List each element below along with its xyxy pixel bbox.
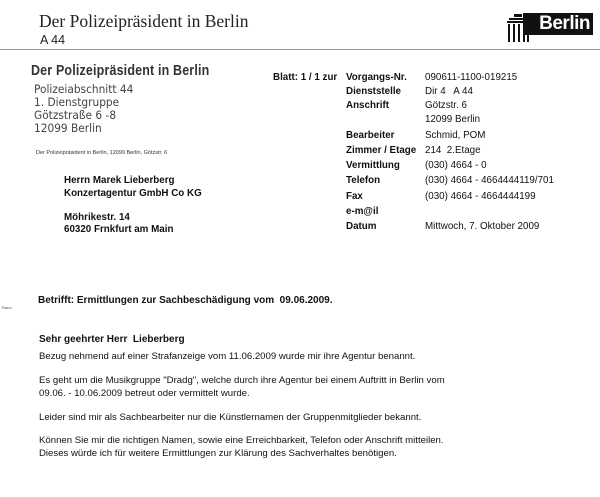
vorgang-value: 090611-1100-019215 [425, 72, 518, 83]
sheet-number: Blatt: 1 / 1 zur [273, 72, 338, 83]
body-paragraph: Leider sind mir als Sachbearbeiter nur die Künstlernamen der Gruppenmitglieder bekannt. [39, 412, 422, 423]
body-paragraph: Dieses würde ich für weitere Ermittlungen zur Klärung des Sachverhaltes benötigen. [39, 448, 397, 459]
body-paragraph: Es geht um die Musikgruppe "Dradg", welche durch ihre Agentur bei einem Auftritt in Berlin vom [39, 375, 445, 386]
betreff-line: Betrifft: Ermittlungen zur Sachbeschädigung vom 09.06.2009. [38, 295, 333, 306]
header-subtitle: A 44 [40, 33, 66, 47]
dienststelle-label: Dienststelle [346, 86, 401, 97]
logo-text: Berlin [523, 13, 593, 35]
fax-value: (030) 4664 - 4664444199 [425, 191, 536, 202]
recipient-line: Möhrikestr. 14 [64, 212, 130, 223]
sender-line: 1. Dienstgruppe [34, 95, 120, 109]
telefon-value: (030) 4664 - 4664444119/701 [425, 175, 554, 186]
datum-label: Datum [346, 221, 377, 232]
telefon-label: Telefon [346, 175, 381, 186]
recipient-line: Herrn Marek Lieberberg [64, 175, 175, 186]
anschrift-line: Götzstr. 6 [425, 100, 467, 111]
vermittlung-value: (030) 4664 - 0 [425, 160, 487, 171]
vorgang-label: Vorgangs-Nr. [346, 72, 407, 83]
return-address-line: Der Polizeipräsident in Berlin, 12099 Berlin, Götzstr. 6 [36, 150, 168, 156]
dienststelle-value: Dir 4 A 44 [425, 86, 473, 97]
body-paragraph: Bezug nehmend auf einer Strafanzeige vom 11.06.2009 wurde mir ihre Agentur benannt. [39, 351, 416, 362]
sender-stamp: Der Polizeipräsident in Berlin [31, 63, 210, 79]
fax-label: Fax [346, 191, 363, 202]
body-paragraph: 09.06. - 10.06.2009 betreut oder vermittelt wurde. [39, 388, 250, 399]
sender-line: Götzstraße 6 -8 [34, 108, 117, 122]
datum-value: Mittwoch, 7. Oktober 2009 [425, 221, 540, 232]
sender-line: 12099 Berlin [34, 121, 102, 135]
header-title: Der Polizeipräsident in Berlin [39, 11, 249, 31]
recipient-line: Konzertagentur GmbH Co KG [64, 188, 202, 199]
margin-mark: Rand [2, 305, 12, 310]
vermittlung-label: Vermittlung [346, 160, 400, 171]
email-label: e-m@il [346, 206, 379, 217]
body-paragraph: Können Sie mir die richtigen Namen, sowie eine Erreichbarkeit, Telefon oder Anschrift mitteilen. [39, 435, 444, 446]
bearbeiter-label: Bearbeiter [346, 130, 395, 141]
berlin-logo [505, 11, 595, 47]
salutation: Sehr geehrter Herr Lieberberg [39, 334, 185, 345]
sender-line: Polizeiabschnitt 44 [34, 82, 134, 96]
zimmer-label: Zimmer / Etage [346, 145, 417, 156]
recipient-line: 60320 Frnkfurt am Main [64, 224, 174, 235]
anschrift-line: 12099 Berlin [425, 114, 481, 125]
bearbeiter-value: Schmid, POM [425, 130, 486, 141]
zimmer-value: 214 2.Etage [425, 145, 481, 156]
anschrift-label: Anschrift [346, 100, 390, 111]
header-divider [0, 49, 600, 50]
